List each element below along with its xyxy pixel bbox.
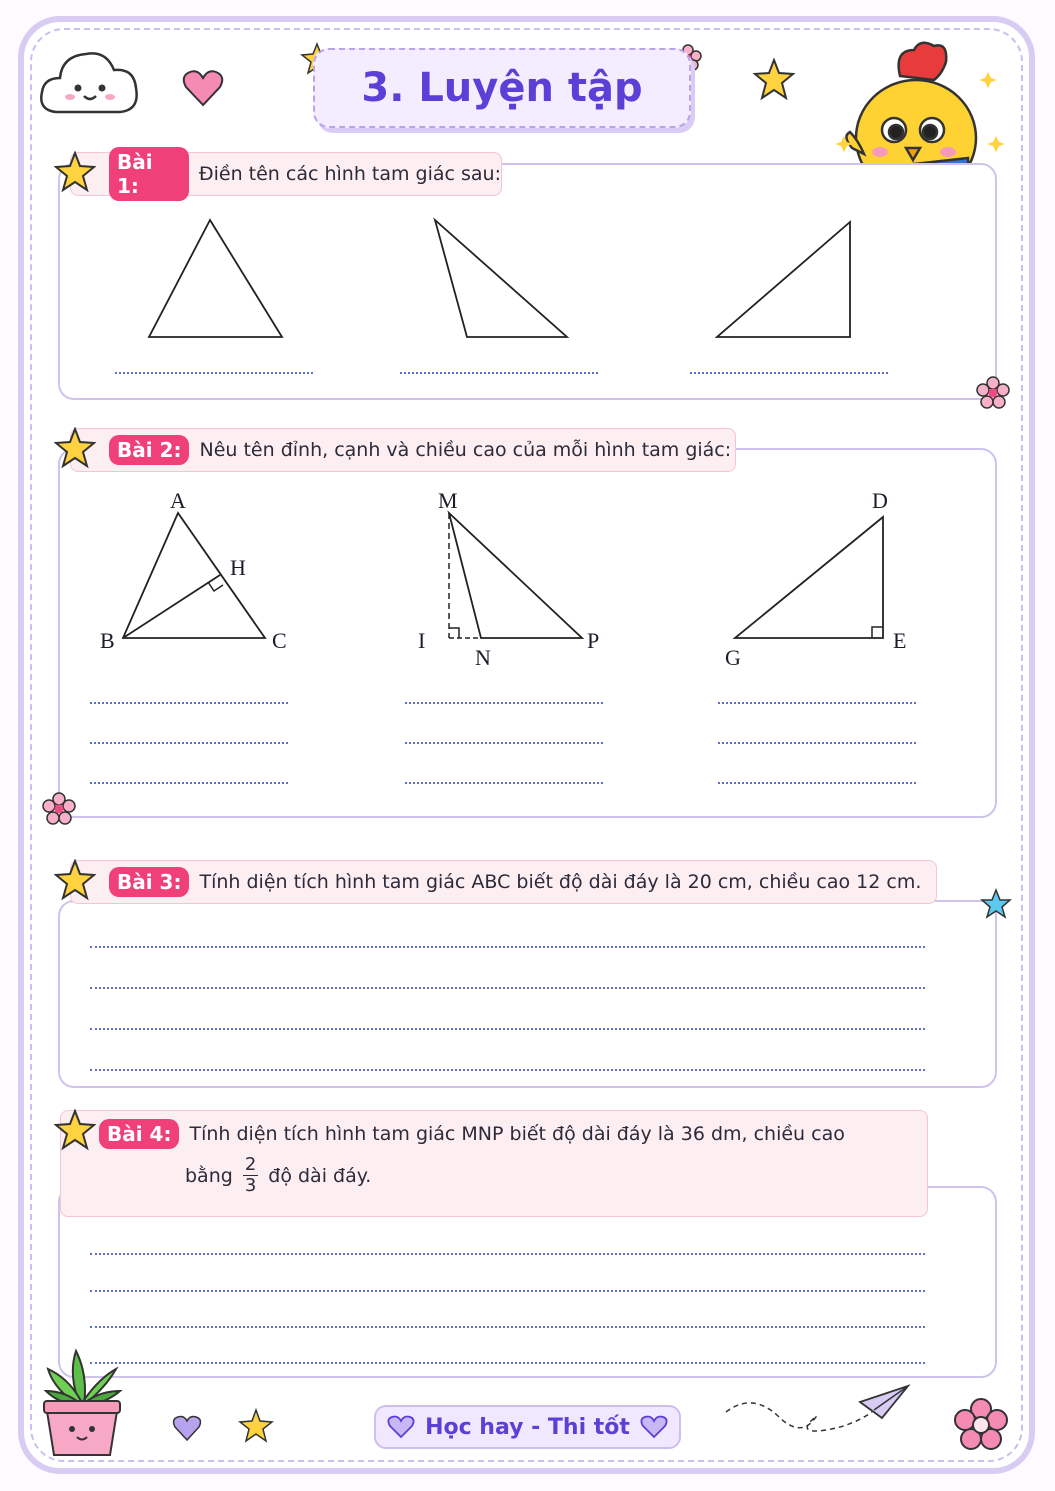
answer-line[interactable] [90,1326,925,1328]
exercise-4-badge: Bài 4: [99,1119,179,1149]
title-box [313,48,691,128]
star-icon [54,859,96,901]
answer-line[interactable] [718,702,916,704]
triangle-acute [149,220,282,337]
point-label: M [438,488,458,513]
heart-icon [182,68,224,108]
star-icon [752,58,796,102]
triangle-obtuse [435,220,567,337]
answer-line[interactable] [90,987,925,989]
triangle-dge [735,517,883,638]
point-label: H [230,555,246,580]
point-label: P [587,628,600,653]
answer-line[interactable] [90,1362,925,1364]
point-label: A [170,488,186,513]
answer-line[interactable] [90,1069,925,1071]
answer-line[interactable] [718,782,916,784]
exercise-3-text: Tính diện tích hình tam giác ABC biết độ dài đáy là 20 cm, chiều cao 12 cm. [199,871,922,893]
heart-icon [387,1415,415,1439]
exercise-2-badge: Bài 2: [109,435,189,465]
answer-line[interactable] [90,702,288,704]
star-icon [980,888,1012,920]
answer-line[interactable] [90,1253,925,1255]
flower-icon [42,792,76,826]
footer-motto [374,1405,681,1449]
exercise-3-header [70,860,937,904]
fraction [243,1155,258,1196]
footer-text: Học hay - Thi tốt [425,1414,630,1440]
exercise-2-header [70,428,736,472]
answer-line[interactable] [405,782,603,784]
exercise-4-text-line1: Tính diện tích hình tam giác MNP biết độ dài đáy là 36 dm, chiều cao [189,1123,845,1145]
star-icon [54,427,96,469]
star-icon [54,1109,96,1151]
point-label: I [418,628,426,653]
potted-plant-icon [40,1345,124,1459]
point-label: B [100,628,115,653]
heart-icon [640,1415,668,1439]
fraction-denominator: 3 [244,1175,257,1196]
exercise-2-triangles [80,490,940,660]
page-title: 3. Luyện tập [361,65,643,111]
exercise-1-triangles [140,210,900,350]
fraction-numerator: 2 [244,1154,257,1175]
answer-line[interactable] [718,742,916,744]
answer-line[interactable] [90,742,288,744]
flower-icon [976,376,1010,410]
point-label: E [893,628,907,653]
exercise-1-text: Điền tên các hình tam giác sau: [198,163,501,185]
answer-line[interactable] [90,1028,925,1030]
star-icon [238,1408,274,1444]
answer-line[interactable] [400,372,598,374]
heart-icon [172,1414,202,1442]
star-icon [54,151,96,193]
exercise-3-panel [58,900,997,1088]
answer-line[interactable] [90,1290,925,1292]
triangle-mnp [449,513,582,638]
exercise-1-badge: Bài 1: [109,147,189,201]
answer-line[interactable] [405,702,603,704]
paper-plane-icon [722,1382,914,1448]
point-label: C [272,628,287,653]
triangle-right [717,222,850,337]
exercise-2-text: Nêu tên đỉnh, cạnh và chiều cao của mỗi hình tam giác: [199,439,732,461]
answer-line[interactable] [90,946,925,948]
answer-line[interactable] [90,782,288,784]
exercise-4-text-prefix: bằng [185,1164,233,1187]
flower-icon [954,1398,1008,1452]
exercise-4-header [60,1110,928,1217]
exercise-4-text-suffix: độ dài đáy. [268,1164,372,1187]
exercise-3-badge: Bài 3: [109,867,189,897]
cloud-icon [36,40,142,126]
answer-line[interactable] [115,372,313,374]
exercise-1-header [70,152,502,196]
point-label: G [725,645,741,670]
point-label: D [872,488,888,513]
answer-line[interactable] [690,372,888,374]
point-label: N [475,645,491,670]
answer-line[interactable] [405,742,603,744]
